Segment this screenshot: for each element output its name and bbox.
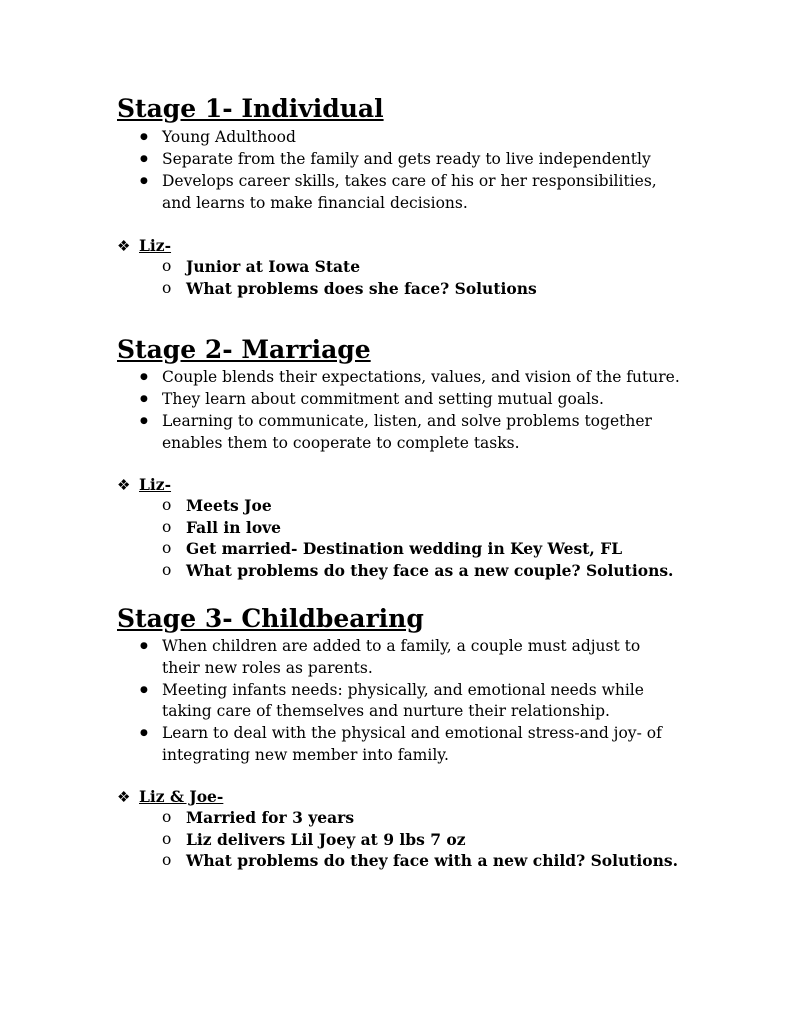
list-item: ● Meeting infants needs: physically, and emotional needs while taking care of themselves and nurture their relationship. — [140, 680, 680, 723]
list-item: o Fall in love — [162, 517, 673, 539]
list-item: ● Develops career skills, takes care of his or her responsibilities, and learns to make financial decisions. — [140, 171, 680, 214]
list-item: ● Couple blends their expectations, values, and vision of the future. — [140, 367, 680, 389]
stage-1-example-heading: ❖ Liz- — [117, 236, 172, 255]
list-item: ● Learn to deal with the physical and emotional stress-and joy- of integrating new member into family. — [140, 723, 680, 766]
list-item: ● Separate from the family and gets ready to live independently — [140, 149, 680, 171]
diamond-bullet-icon: ❖ — [117, 788, 131, 806]
list-item: o Liz delivers Lil Joey at 9 lbs 7 oz — [162, 829, 678, 851]
stage-2-bullet-list — [140, 367, 680, 455]
list-item: o What problems does she face? Solutions — [162, 278, 537, 300]
list-item: o Junior at Iowa State — [162, 256, 537, 278]
stage-3-example-heading: ❖ Liz & Joe- — [117, 787, 224, 806]
list-item: ● Learning to communicate, listen, and solve problems together enables them to cooperate to complete tasks. — [140, 411, 680, 454]
stage-3-bullet-list — [140, 636, 680, 767]
diamond-bullet-icon: ❖ — [117, 476, 131, 494]
list-item: o Meets Joe — [162, 495, 673, 517]
list-item: o Married for 3 years — [162, 807, 678, 829]
stage-3-heading: Stage 3- Childbearing — [117, 604, 424, 633]
stage-1-bullet-list — [140, 127, 680, 215]
list-item: ● When children are added to a family, a couple must adjust to their new roles as parents. — [140, 636, 680, 679]
list-item: o What problems do they face with a new child? Solutions. — [162, 850, 678, 872]
stage-2-example-heading: ❖ Liz- — [117, 475, 172, 494]
list-item: o What problems do they face as a new couple? Solutions. — [162, 560, 673, 582]
diamond-bullet-icon: ❖ — [117, 237, 131, 255]
stage-2-heading: Stage 2- Marriage — [117, 335, 371, 364]
stage-1-heading: Stage 1- Individual — [117, 94, 384, 123]
list-item: ● Young Adulthood — [140, 127, 680, 149]
list-item: ● They learn about commitment and setting mutual goals. — [140, 389, 680, 411]
stage-2-example-list — [162, 495, 673, 581]
list-item: o Get married- Destination wedding in Key West, FL — [162, 538, 673, 560]
stage-1-example-list — [162, 256, 537, 299]
stage-3-example-list — [162, 807, 678, 872]
